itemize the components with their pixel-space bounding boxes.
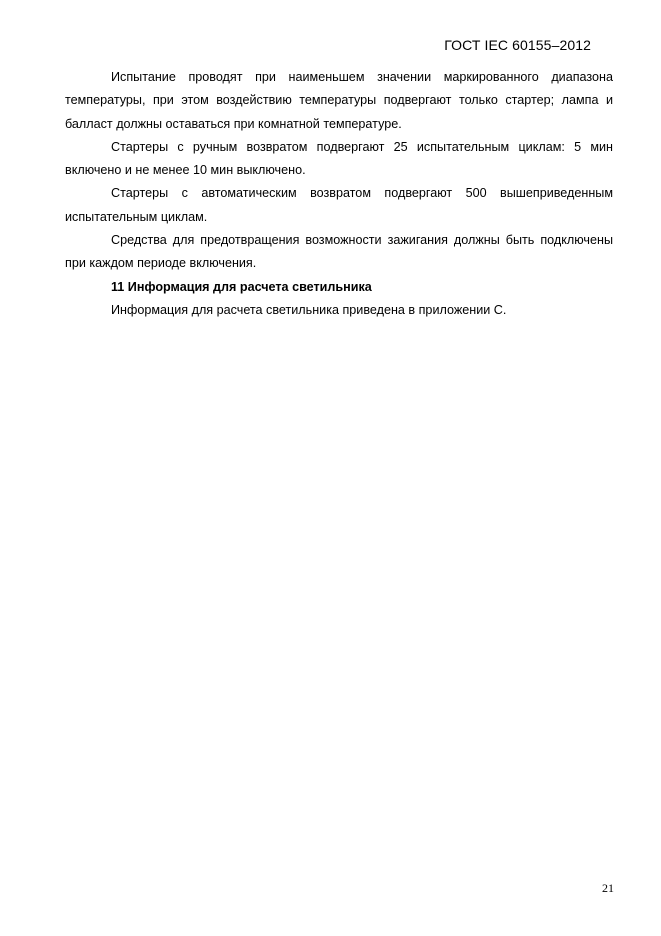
section-text: Информация для расчета светильника приведена в приложении С.	[111, 302, 507, 317]
document-code-header: ГОСТ IEC 60155–2012	[444, 37, 591, 53]
paragraph-test-conditions: Испытание проводят при наименьшем значении маркированного диапазона температуры, при этом воздействию температуры подвергают только стартер; лампа и балласт должны оставаться при комнатной температуре.	[65, 70, 613, 131]
paragraph-ignition-prevention: Средства для предотвращения возможности зажигания должны быть подключены при каждом периоде включения.	[65, 233, 613, 271]
page-body	[65, 66, 613, 322]
paragraph-automatic-reset-starters: Стартеры с автоматическим возвратом подвергают 500 вышеприведенным испытательным циклам.	[65, 186, 613, 224]
paragraph-manual-reset-starters: Стартеры с ручным возвратом подвергают 25 испытательным циклам: 5 мин включено и не менее 10 мин выключено.	[65, 139, 613, 178]
page-number: 21	[602, 881, 614, 895]
section-heading: 11 Информация для расчета светильника	[111, 279, 372, 294]
